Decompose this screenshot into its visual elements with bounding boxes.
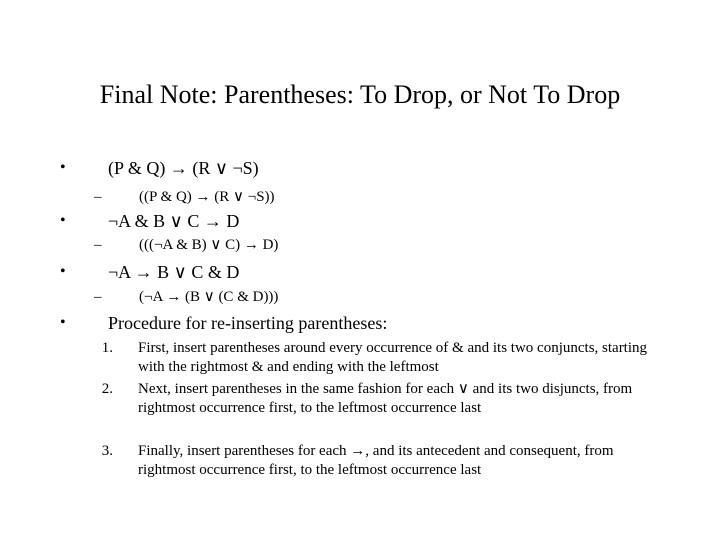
formula-2: ¬A & B ∨ C → D	[108, 211, 240, 231]
step-number: 3.	[101, 443, 113, 459]
step-text: Next, insert parentheses in the same fashion for each ∨ and its two disjuncts, from rightmost occurrence first, to the leftmost occurrence last	[138, 381, 633, 416]
dash-icon: –	[94, 189, 102, 205]
step-text: First, insert parentheses around every occurrence of & and its two conjuncts, starting with the rightmost & and ending with the leftmost	[138, 340, 648, 375]
dash-icon: –	[94, 237, 102, 253]
formula-3: ¬A → B ∨ C & D	[108, 262, 240, 282]
dash-icon: –	[94, 289, 102, 305]
procedure-heading: Procedure for re-inserting parentheses:	[108, 313, 388, 333]
formula-3-full: (¬A → (B ∨ (C & D)))	[139, 289, 279, 305]
step-text: Finally, insert parentheses for each →, and its antecedent and consequent, from rightmost occurrence first, to the leftmost occurrence last	[138, 443, 614, 478]
slide-title: Final Note: Parentheses: To Drop, or Not To Drop	[99, 80, 621, 109]
formula-2-full: (((¬A & B) ∨ C) → D)	[139, 237, 279, 253]
step-number: 1.	[101, 340, 113, 356]
bullet-icon: •	[60, 263, 66, 280]
bullet-icon: •	[60, 159, 66, 176]
bullet-icon: •	[60, 314, 66, 331]
formula-1-full: ((P & Q) → (R ∨ ¬S))	[139, 189, 275, 205]
formula-1: (P & Q) → (R ∨ ¬S)	[108, 158, 259, 178]
bullet-icon: •	[60, 212, 66, 229]
step-number: 2.	[101, 381, 113, 397]
